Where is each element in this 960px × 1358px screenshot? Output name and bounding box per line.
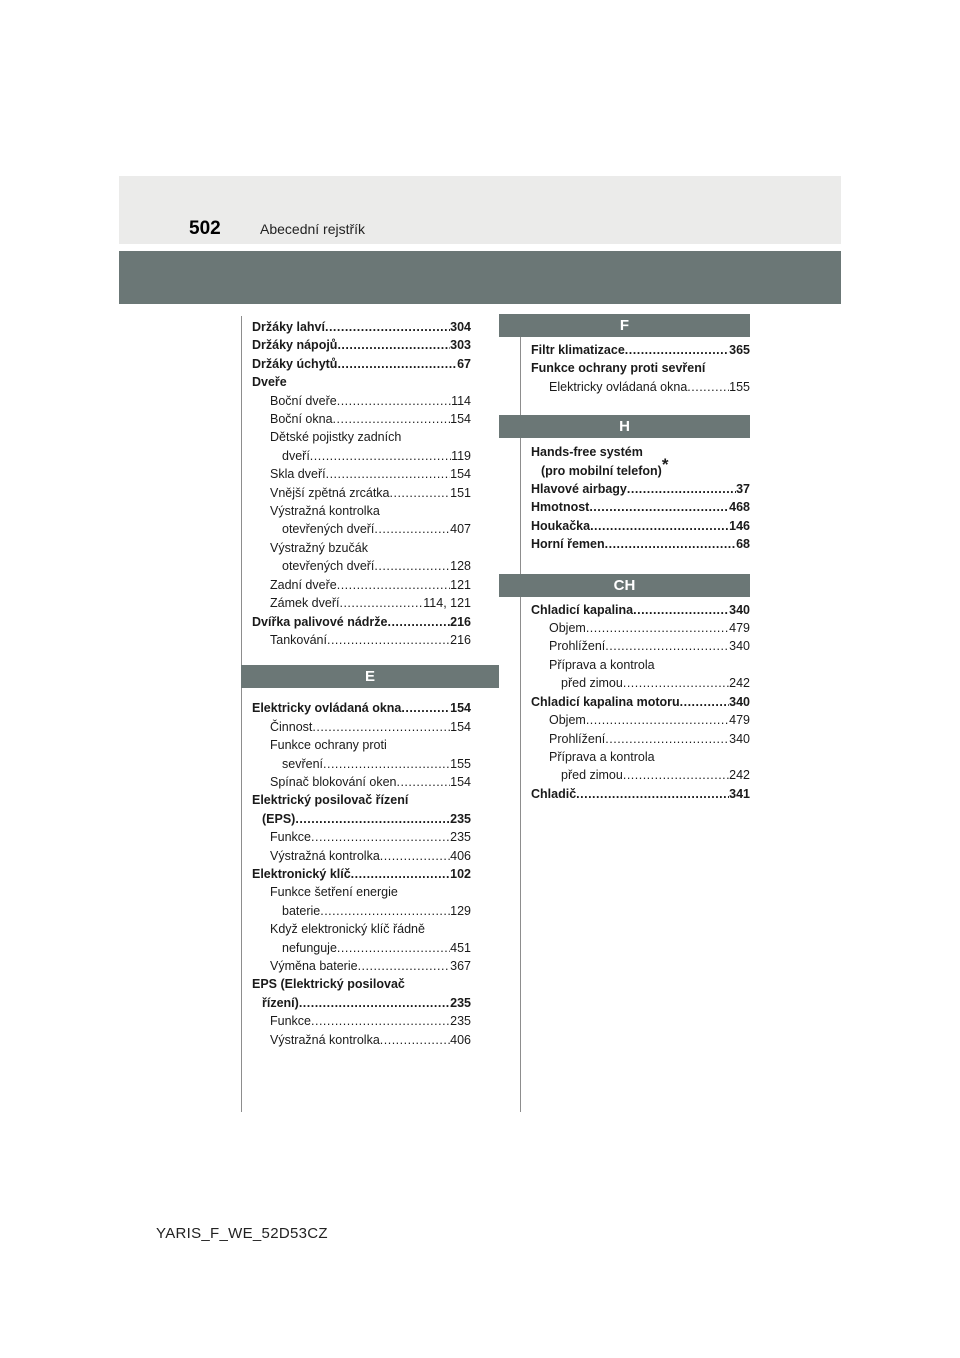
index-entry — [531, 443, 750, 461]
page-reference: 102 — [450, 866, 471, 881]
leader-dots — [333, 410, 451, 428]
index-term: otevřených dveří — [282, 522, 375, 537]
index-list-f — [531, 341, 750, 396]
index-entry — [252, 1031, 471, 1049]
page-reference: 216 — [450, 614, 471, 629]
leader-dots — [358, 957, 451, 975]
page-reference: 451 — [450, 940, 471, 955]
page-reference: 129 — [450, 903, 471, 918]
section-header-h: H — [499, 415, 750, 438]
leader-dots — [374, 557, 450, 575]
page-header — [119, 176, 841, 244]
index-term: Objem — [549, 621, 586, 636]
page-reference: 468 — [729, 500, 750, 515]
index-entry — [252, 631, 471, 649]
page-reference: 365 — [729, 343, 750, 357]
page-reference: 341 — [729, 786, 750, 801]
index-entry — [252, 791, 471, 809]
index-term: Dveře — [252, 375, 287, 390]
leader-dots — [295, 810, 450, 828]
document-code: YARIS_F_WE_52D53CZ — [156, 1225, 328, 1242]
index-entry — [252, 883, 471, 901]
index-entry — [252, 484, 471, 502]
index-entry — [531, 378, 750, 396]
page-reference: 242 — [729, 676, 750, 691]
page-reference: 154 — [450, 412, 471, 427]
page-reference: 303 — [450, 338, 471, 353]
leader-dots — [401, 699, 450, 717]
index-term: Činnost — [270, 719, 313, 734]
index-entry — [252, 447, 471, 465]
index-term: Držáky úchytů — [252, 356, 338, 371]
index-entry — [531, 359, 750, 377]
index-term: Příprava a kontrola — [549, 657, 655, 672]
index-term: EPS (Elektrický posilovač — [252, 977, 405, 992]
page-reference: 154 — [450, 701, 471, 716]
index-term: Hlavové airbagy — [531, 482, 627, 497]
index-entry — [252, 594, 471, 612]
index-term: před zimou — [561, 768, 623, 783]
page-reference: 406 — [450, 848, 471, 863]
index-column-right — [531, 314, 750, 803]
index-term: Funkce ochrany proti sevření — [531, 361, 706, 376]
page-reference: 151 — [450, 485, 471, 500]
leader-dots — [380, 1031, 450, 1049]
index-list-h — [531, 443, 750, 553]
index-term: Vnější zpětná zrcátka — [270, 485, 390, 500]
index-entry — [252, 318, 471, 336]
leader-dots — [311, 1012, 450, 1030]
index-entry — [252, 373, 471, 391]
index-term: Elektronický klíč — [252, 866, 351, 881]
index-entry — [252, 1012, 471, 1030]
page-title: Abecední rejstřík — [260, 221, 366, 237]
leader-dots — [586, 711, 729, 729]
page-reference: 37 — [736, 482, 750, 497]
page-reference: 146 — [729, 518, 750, 533]
page-reference: 155 — [450, 756, 471, 771]
index-entry — [252, 557, 471, 575]
page-reference: 340 — [729, 639, 750, 654]
index-term: před zimou — [561, 676, 623, 691]
index-entry — [252, 336, 471, 354]
index-entry — [531, 517, 750, 535]
index-column-left — [252, 318, 471, 1049]
leader-dots — [625, 341, 729, 359]
index-term: Výstražná kontrolka — [270, 848, 380, 863]
index-term: Funkce — [270, 1014, 311, 1029]
leader-dots — [339, 594, 423, 612]
leader-dots — [326, 465, 451, 483]
index-entry — [531, 674, 750, 692]
leader-dots — [337, 939, 450, 957]
index-term: nefunguje — [282, 940, 337, 955]
index-term: Chladicí kapalina — [531, 602, 634, 617]
index-list-d — [252, 318, 471, 649]
leader-dots — [687, 378, 729, 396]
page-reference: 128 — [450, 559, 471, 574]
index-entry — [531, 748, 750, 766]
leader-dots — [680, 693, 730, 711]
page-reference: 114 — [451, 393, 471, 408]
index-term: baterie — [282, 903, 321, 918]
index-term: sevření — [282, 756, 323, 771]
index-term: Horní řemen — [531, 537, 605, 552]
index-entry — [531, 619, 750, 637]
leader-dots — [337, 355, 457, 373]
index-entry — [531, 498, 750, 516]
index-entry — [531, 785, 750, 803]
leader-dots — [605, 637, 729, 655]
index-entry — [531, 766, 750, 784]
index-entry — [252, 975, 471, 993]
index-term: Výstražná kontrolka — [270, 1032, 380, 1047]
header-band — [119, 251, 841, 304]
leader-dots — [589, 498, 729, 516]
page-reference: 155 — [729, 379, 750, 394]
index-term: Chladicí kapalina motoru — [531, 694, 680, 709]
index-entry — [252, 810, 471, 828]
index-term: Když elektronický klíč řádně — [270, 922, 425, 937]
leader-dots — [311, 828, 450, 846]
index-entry — [252, 576, 471, 594]
page-reference: 304 — [450, 320, 471, 334]
index-entry — [252, 736, 471, 754]
leader-dots — [299, 994, 450, 1012]
leader-dots — [320, 902, 450, 920]
index-entry — [531, 693, 750, 711]
index-term: Boční dveře — [270, 393, 337, 408]
index-entry — [252, 428, 471, 446]
index-term: Filtr klimatizace — [531, 343, 625, 357]
index-entry — [531, 341, 750, 359]
page-reference: 479 — [729, 621, 750, 636]
index-entry — [531, 480, 750, 498]
index-entry — [252, 847, 471, 865]
leader-dots — [380, 847, 450, 865]
index-entry — [531, 730, 750, 748]
index-entry — [252, 520, 471, 538]
index-term: Skla dveří — [270, 467, 326, 482]
index-entry — [531, 637, 750, 655]
index-term: Hands-free systém — [531, 445, 643, 460]
index-entry — [252, 355, 471, 373]
section-header-f: F — [499, 314, 750, 337]
index-term: Elektricky ovládaná okna — [549, 379, 688, 394]
index-term: Výstražná kontrolka — [270, 504, 380, 519]
page-reference: 242 — [729, 768, 750, 783]
leader-dots — [396, 773, 450, 791]
index-entry — [252, 410, 471, 428]
page-reference: 340 — [729, 731, 750, 746]
page-reference: 154 — [450, 774, 471, 789]
index-entry — [531, 601, 750, 619]
leader-dots — [623, 674, 729, 692]
index-entry — [531, 656, 750, 674]
index-term: Objem — [549, 713, 586, 728]
section-header-e: E — [241, 665, 499, 688]
index-entry — [252, 939, 471, 957]
leader-dots — [312, 718, 450, 736]
page-reference: 119 — [451, 448, 471, 463]
page-reference: 406 — [450, 1032, 471, 1047]
page-reference: 114, 121 — [423, 596, 471, 611]
index-entry — [252, 613, 471, 631]
page-reference: 340 — [729, 602, 750, 617]
index-term: Spínač blokování oken — [270, 774, 397, 789]
index-entry — [252, 773, 471, 791]
index-entry — [531, 535, 750, 553]
leader-dots — [590, 517, 729, 535]
index-term: Funkce — [270, 830, 311, 845]
index-list-e — [252, 699, 471, 1049]
index-entry — [531, 454, 750, 480]
index-term: Boční okna — [270, 412, 333, 427]
leader-dots — [325, 318, 450, 336]
index-term: Držáky nápojů — [252, 338, 338, 353]
leader-dots — [605, 535, 736, 553]
index-entry — [252, 539, 471, 557]
leader-dots — [586, 619, 729, 637]
index-term: Zadní dveře — [270, 577, 337, 592]
index-term: Prohlížení — [549, 639, 606, 654]
index-term: Houkačka — [531, 518, 591, 533]
page-reference: 154 — [450, 719, 471, 734]
page-reference: 479 — [729, 713, 750, 728]
index-term: dveří — [282, 448, 310, 463]
index-term: Výstražný bzučák — [270, 540, 368, 555]
column-divider-left — [241, 316, 242, 1112]
page-reference: 68 — [736, 537, 750, 552]
leader-dots — [387, 613, 450, 631]
index-entry — [252, 828, 471, 846]
index-term: Dětské pojistky zadních — [270, 430, 402, 445]
index-term: Držáky lahví — [252, 320, 325, 334]
index-entry — [252, 755, 471, 773]
index-entry — [252, 865, 471, 883]
index-term: (pro mobilní telefon) — [541, 463, 662, 478]
index-entry — [252, 718, 471, 736]
index-term: Funkce šetření energie — [270, 885, 398, 900]
leader-dots — [337, 576, 450, 594]
page-reference: 235 — [450, 1014, 471, 1029]
index-term: (EPS) — [262, 811, 296, 826]
page-reference: 367 — [450, 959, 471, 973]
index-entry — [252, 465, 471, 483]
leader-dots — [337, 392, 451, 410]
section-header-ch: CH — [499, 574, 750, 597]
page-reference: 407 — [450, 522, 471, 537]
leader-dots — [337, 336, 450, 354]
index-entry — [252, 957, 471, 975]
index-term: Hmotnost — [531, 500, 590, 515]
index-entry — [252, 920, 471, 938]
page-reference: 121 — [450, 577, 471, 592]
leader-dots — [351, 865, 450, 883]
index-entry — [252, 994, 471, 1012]
page-reference: 216 — [450, 632, 471, 647]
index-entry — [252, 699, 471, 717]
index-term: Zámek dveří — [270, 596, 340, 611]
index-term: Dvířka palivové nádrže — [252, 614, 388, 629]
page-reference: 235 — [450, 995, 471, 1010]
index-term: Prohlížení — [549, 731, 606, 746]
leader-dots — [605, 730, 729, 748]
leader-dots — [627, 480, 736, 498]
index-term: Tankování — [270, 632, 327, 647]
page-number: 502 — [189, 218, 221, 239]
index-term: Elektricky ovládaná okna — [252, 701, 402, 716]
leader-dots — [327, 631, 450, 649]
index-entry — [252, 392, 471, 410]
leader-dots — [576, 785, 729, 803]
index-term: řízení) — [262, 995, 299, 1010]
index-term: Funkce ochrany proti — [270, 738, 387, 753]
index-entry — [252, 502, 471, 520]
page-reference: 340 — [729, 694, 750, 709]
page-reference: 67 — [457, 356, 471, 371]
leader-dots — [374, 520, 450, 538]
leader-dots — [390, 484, 451, 502]
page-reference: 235 — [450, 830, 471, 845]
index-term: Chladič — [531, 786, 577, 801]
index-term: Příprava a kontrola — [549, 749, 655, 764]
page-reference: 154 — [450, 467, 471, 482]
leader-dots — [623, 766, 729, 784]
leader-dots — [633, 601, 729, 619]
index-term: Výměna baterie — [270, 959, 358, 973]
index-entry — [531, 711, 750, 729]
index-list-ch — [531, 601, 750, 803]
footnote-marker: * — [661, 454, 669, 474]
page-reference: 235 — [450, 811, 471, 826]
index-term: Elektrický posilovač řízení — [252, 793, 409, 808]
leader-dots — [310, 447, 451, 465]
index-term: otevřených dveří — [282, 559, 375, 574]
index-entry — [252, 902, 471, 920]
leader-dots — [323, 755, 450, 773]
